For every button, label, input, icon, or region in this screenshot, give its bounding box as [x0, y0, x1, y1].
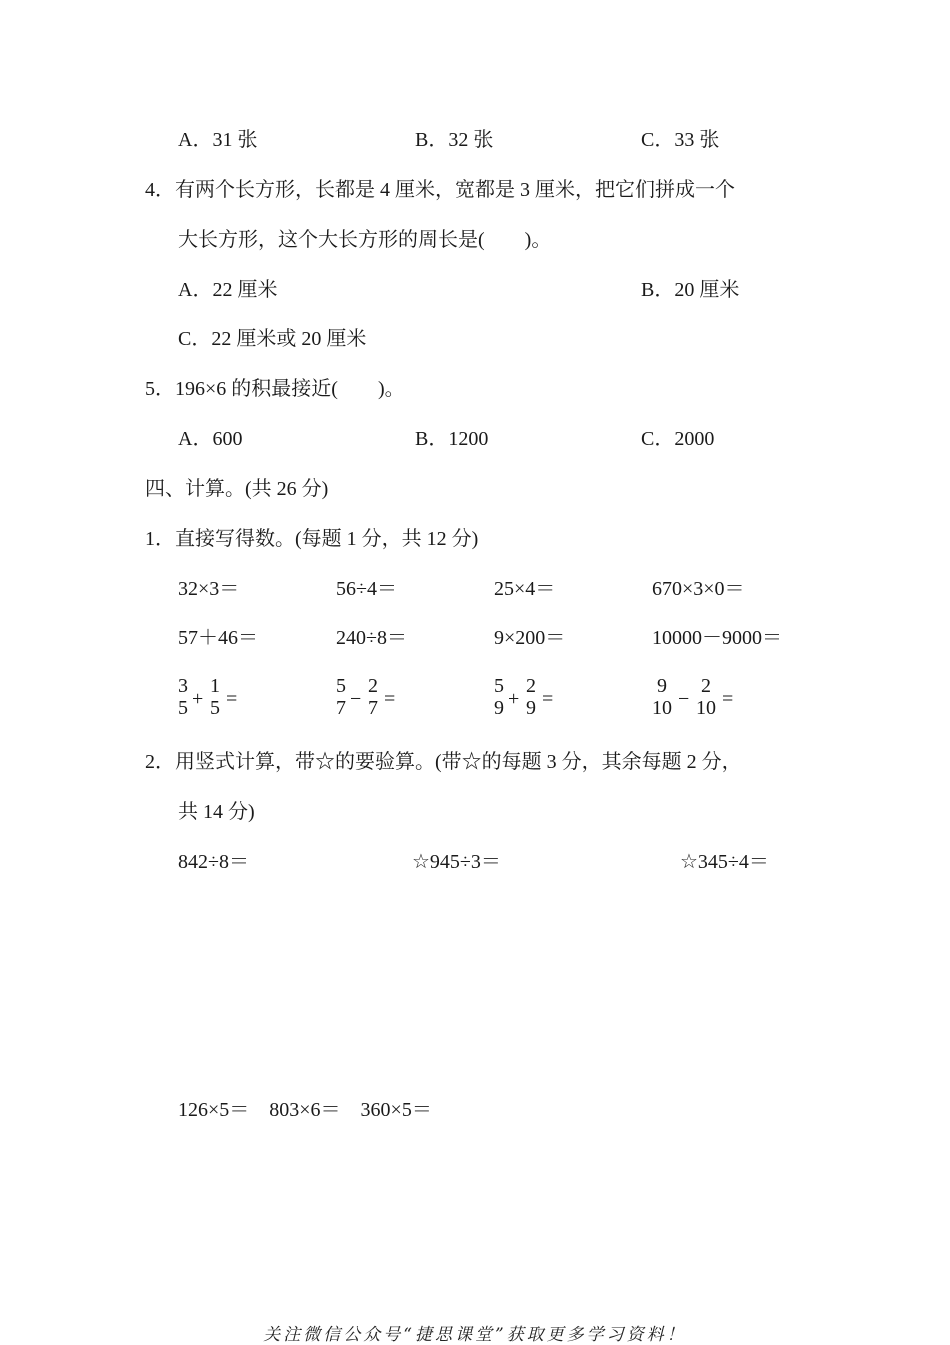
equals-sign: =: [542, 688, 554, 710]
equals-sign: =: [226, 688, 238, 710]
q5-question: 5．196×6 的积最接近( )。: [145, 378, 405, 400]
fraction-3a: [494, 675, 504, 719]
fraction-1a: [178, 675, 188, 719]
calc1-title: 1．直接写得数。(每题 1 分，共 12 分): [145, 528, 479, 550]
calc1-r1-item1: 32×3＝: [178, 578, 240, 600]
plus-sign: +: [192, 688, 204, 710]
numerator: 2: [701, 675, 711, 697]
q3-option-c: C．33 张: [641, 129, 720, 151]
footer-note: 关注微信公众号“捷思课堂”获取更多学习资料！: [263, 1325, 687, 1345]
minus-sign: −: [678, 688, 690, 710]
calc1-r2-item2: 240÷8＝: [336, 627, 407, 649]
denominator: 5: [210, 697, 220, 719]
fraction-2a: [336, 675, 346, 719]
denominator: 7: [336, 697, 346, 719]
numerator: 9: [657, 675, 667, 697]
equals-sign: =: [722, 688, 734, 710]
numerator: 2: [368, 675, 378, 697]
denominator: 9: [526, 697, 536, 719]
q5-option-b: B．1200: [415, 428, 489, 450]
fraction-4a: [652, 675, 672, 719]
q3-option-b: B．32 张: [415, 129, 494, 151]
denominator: 10: [696, 697, 716, 719]
numerator: 5: [336, 675, 346, 697]
q4-question-line2: 大长方形，这个大长方形的周长是( )。: [178, 229, 552, 251]
calc1-r1-item3: 25×4＝: [494, 578, 556, 600]
numerator: 5: [494, 675, 504, 697]
numerator: 1: [210, 675, 220, 697]
q4-option-a: A．22 厘米: [178, 279, 278, 301]
numerator: 2: [526, 675, 536, 697]
denominator: 9: [494, 697, 504, 719]
denominator: 10: [652, 697, 672, 719]
q4-option-b: B．20 厘米: [641, 279, 740, 301]
q4-option-c: C．22 厘米或 20 厘米: [178, 328, 367, 350]
calc1-r1-item2: 56÷4＝: [336, 578, 397, 600]
calc2-item2: ☆945÷3＝: [412, 851, 501, 873]
calc2-item3: ☆345÷4＝: [680, 851, 769, 873]
q3-option-a: A．31 张: [178, 129, 258, 151]
calc2-row2: 126×5＝ 803×6＝ 360×5＝: [178, 1099, 432, 1121]
denominator: 5: [178, 697, 188, 719]
calc1-r2-item3: 9×200＝: [494, 627, 566, 649]
fraction-4b: [696, 675, 716, 719]
numerator: 3: [178, 675, 188, 697]
q4-question-line1: 4．有两个长方形，长都是 4 厘米，宽都是 3 厘米，把它们拼成一个: [145, 179, 735, 201]
denominator: 7: [368, 697, 378, 719]
calc1-r2-item1: 57＋46＝: [178, 627, 258, 649]
calc1-r1-item4: 670×3×0＝: [652, 578, 745, 600]
plus-sign: +: [508, 688, 520, 710]
equals-sign: =: [384, 688, 396, 710]
calc2-item1: 842÷8＝: [178, 851, 249, 873]
fraction-1b: [210, 675, 220, 719]
q5-option-c: C．2000: [641, 428, 715, 450]
minus-sign: −: [350, 688, 362, 710]
calc1-r2-item4: 10000－9000＝: [652, 627, 782, 649]
fraction-2b: [368, 675, 378, 719]
fraction-3b: [526, 675, 536, 719]
calc2-title-line2: 共 14 分): [178, 801, 255, 823]
calc2-title-line1: 2．用竖式计算，带☆的要验算。(带☆的每题 3 分，其余每题 2 分，: [145, 751, 742, 773]
section4-title: 四、计算。(共 26 分): [145, 478, 329, 500]
q5-option-a: A．600: [178, 428, 243, 450]
